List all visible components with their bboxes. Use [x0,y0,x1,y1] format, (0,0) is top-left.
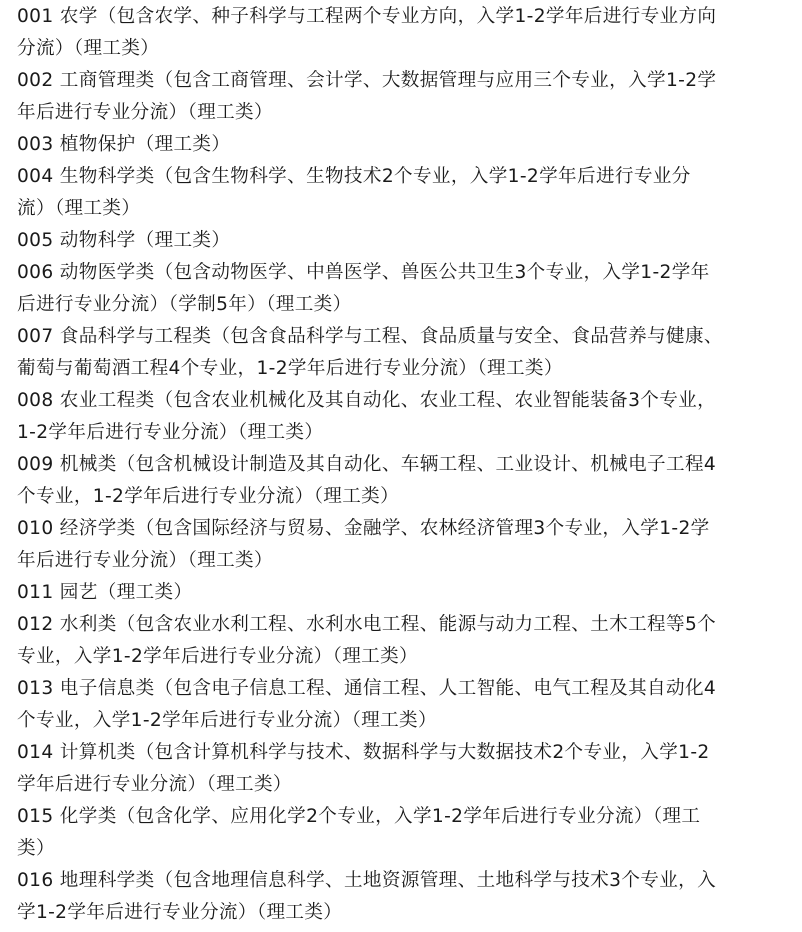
text-line: 002 工商管理类（包含工商管理、会计学、大数据管理与应用三个专业，入学1-2学 [17,70,717,91]
text-line: 专业，入学1-2学年后进行专业分流）（理工类） [17,646,418,667]
text-line: 010 经济学类（包含国际经济与贸易、金融学、农林经济管理3个专业，入学1-2学 [17,518,710,539]
text-line: 003 植物保护（理工类） [17,134,231,155]
text-line: 分流）（理工类） [17,38,160,59]
text-line: 014 计算机类（包含计算机科学与技术、数据科学与大数据技术2个专业，入学1-2 [17,742,710,763]
text-line: 004 生物科学类（包含生物科学、生物技术2个专业，入学1-2学年后进行专业分 [17,166,691,187]
text-line: 学1-2学年后进行专业分流）（理工类） [17,902,343,923]
text-line: 001 农学（包含农学、种子科学与工程两个专业方向，入学1-2学年后进行专业方向 [17,6,717,27]
text-line: 后进行专业分流）（学制5年）（理工类） [17,294,352,315]
text-line: 011 园艺（理工类） [17,582,193,603]
text-line: 流）（理工类） [17,198,141,219]
text-line: 葡萄与葡萄酒工程4个专业，1-2学年后进行专业分流）（理工类） [17,358,563,379]
text-line: 学年后进行专业分流）（理工类） [17,774,292,795]
text-line: 009 机械类（包含机械设计制造及其自动化、车辆工程、工业设计、机械电子工程4 [17,454,717,475]
text-line: 年后进行专业分流）（理工类） [17,550,273,571]
text-line: 类） [17,838,55,859]
text-line: 个专业，1-2学年后进行专业分流）（理工类） [17,486,400,507]
text-line: 007 食品科学与工程类（包含食品科学与工程、食品质量与安全、食品营养与健康、 [17,326,723,347]
text-line: 013 电子信息类（包含电子信息工程、通信工程、人工智能、电气工程及其自动化4 [17,678,717,699]
text-line: 006 动物医学类（包含动物医学、中兽医学、兽医公共卫生3个专业，入学1-2学年 [17,262,710,283]
text-line: 1-2学年后进行专业分流）（理工类） [17,422,324,443]
text-line: 年后进行专业分流）（理工类） [17,102,273,123]
text-line: 012 水利类（包含农业水利工程、水利水电工程、能源与动力工程、土木工程等5个 [17,614,717,635]
text-line: 008 农业工程类（包含农业机械化及其自动化、农业工程、农业智能装备3个专业， [17,390,717,411]
text-line: 015 化学类（包含化学、应用化学2个专业，入学1-2学年后进行专业分流）（理工 [17,806,701,827]
text-line: 016 地理科学类（包含地理信息科学、土地资源管理、土地科学与技术3个专业，入 [17,870,717,891]
text-line: 005 动物科学（理工类） [17,230,231,251]
text-line: 个专业，入学1-2学年后进行专业分流）（理工类） [17,710,437,731]
